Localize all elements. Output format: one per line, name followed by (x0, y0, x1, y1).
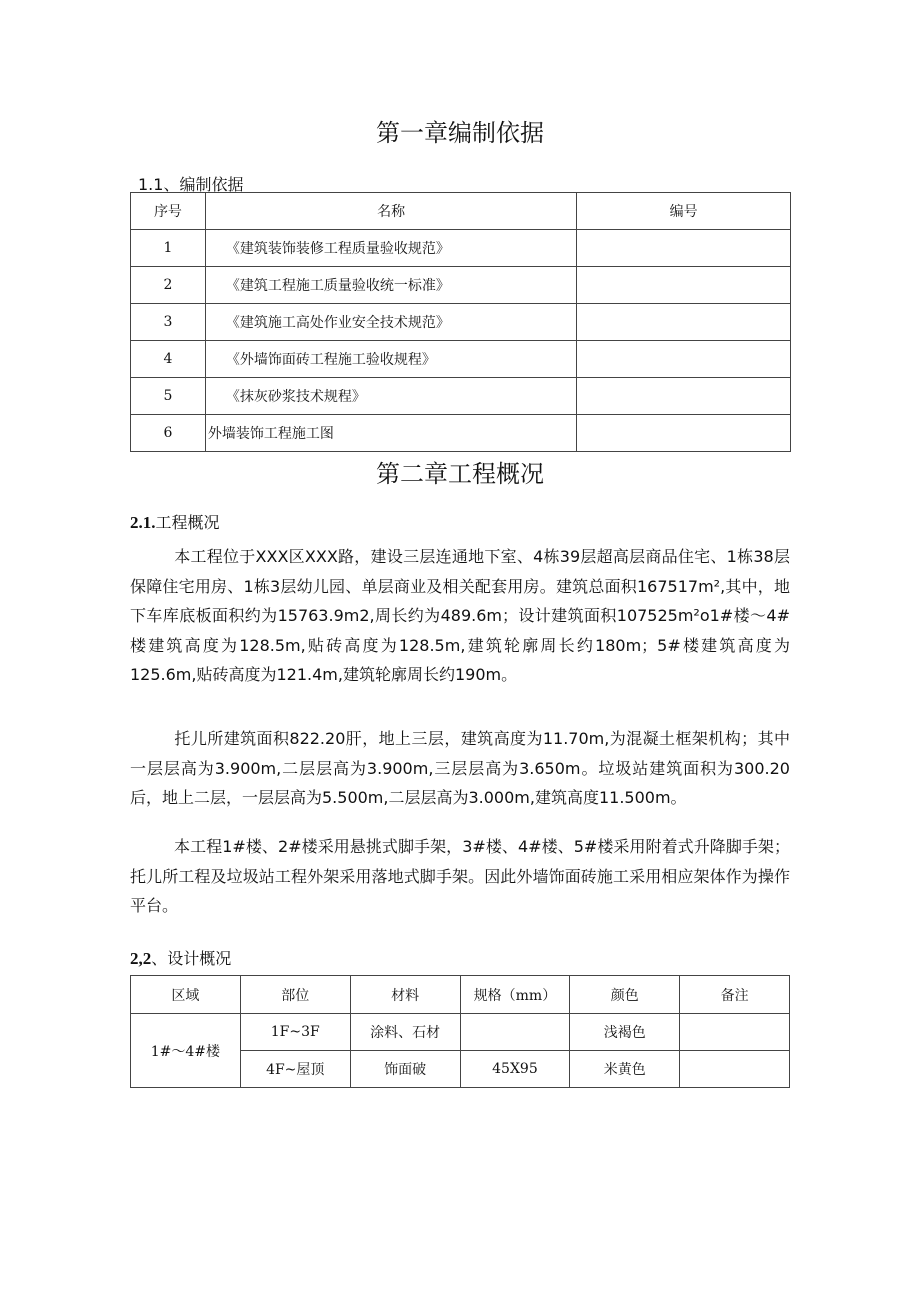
header-cell: 部位 (240, 976, 350, 1014)
part-cell: 1F~3F (240, 1014, 350, 1051)
row-code (577, 378, 791, 415)
section-1-1-heading: 1.1、编制依据 (138, 175, 244, 194)
part-cell: 4F~屋顶 (240, 1051, 350, 1088)
section-2-1-text: 工程概况 (155, 513, 220, 532)
table-row (131, 341, 791, 378)
table-row (131, 415, 791, 452)
section-2-1-number: 2.1. (130, 513, 156, 532)
header-cell: 材料 (350, 976, 460, 1014)
row-number: 4 (131, 341, 206, 378)
table-row (131, 1014, 790, 1051)
paragraph-text: 本工程位于XXX区XXX路，建设三层连通地下室、4栋39层超高层商品住宅、1栋38层保障住宅用房、1栋3层幼儿园、单层商业及相关配套用房。建筑总面积167517m²,其中，地下车库底板面积约为15763.9m2,周长约为489.6m；设计建筑面积107525m²o1#楼～4#楼建筑高度为128.5m,贴砖高度为128.5m,建筑轮廓周长约180m；5#楼建筑高度为125.6m,贴砖高度为121.4m,建筑轮廓周长约190m。 (130, 547, 790, 685)
row-name: 《建筑施工高处作业安全技术规范》 (205, 304, 576, 341)
header-cell: 区域 (131, 976, 241, 1014)
header-cell: 序号 (131, 193, 206, 230)
header-cell: 备注 (680, 976, 790, 1014)
color-cell: 米黄色 (570, 1051, 680, 1088)
header-cell: 规格（mm） (460, 976, 570, 1014)
note-cell (680, 1014, 790, 1051)
spec-cell: 45X95 (460, 1051, 570, 1088)
basis-table (130, 192, 791, 452)
row-code (577, 341, 791, 378)
overview-paragraph-2 (130, 724, 790, 813)
row-number: 2 (131, 267, 206, 304)
row-name: 外墙装饰工程施工图 (205, 415, 576, 452)
row-code (577, 267, 791, 304)
table-header-row (131, 193, 791, 230)
overview-paragraph-1 (130, 542, 790, 690)
note-cell (680, 1051, 790, 1088)
section-2-1-heading (130, 510, 220, 533)
section-2-2-heading (130, 946, 231, 969)
overview-paragraph-3 (130, 832, 790, 921)
region-cell: 1#～4#楼 (131, 1014, 241, 1088)
row-code (577, 304, 791, 341)
table-row (131, 267, 791, 304)
header-cell: 颜色 (570, 976, 680, 1014)
row-number: 6 (131, 415, 206, 452)
row-name: 《外墙饰面砖工程施工验收规程》 (205, 341, 576, 378)
row-code (577, 415, 791, 452)
row-name: 《建筑装饰装修工程质量验收规范》 (205, 230, 576, 267)
chapter-1-title: 第一章编制依据 (376, 119, 544, 147)
row-number: 5 (131, 378, 206, 415)
chapter-2-title: 第二章工程概况 (376, 460, 544, 488)
row-name: 《抹灰砂浆技术规程》 (205, 378, 576, 415)
table-row (131, 230, 791, 267)
table-header-row (131, 976, 790, 1014)
paragraph-text: 本工程1#楼、2#楼采用悬挑式脚手架，3#楼、4#楼、5#楼采用附着式升降脚手架；托儿所工程及垃圾站工程外架采用落地式脚手架。因此外墙饰面砖施工采用相应架体作为操作平台。 (130, 837, 790, 916)
material-cell: 涂料、石材 (350, 1014, 460, 1051)
header-cell: 名称 (205, 193, 576, 230)
row-number: 3 (131, 304, 206, 341)
section-2-2-number: 2,2 (130, 949, 152, 968)
color-cell: 浅褐色 (570, 1014, 680, 1051)
table-row (131, 304, 791, 341)
paragraph-text: 托儿所建筑面积822.20肝，地上三层，建筑高度为11.70m,为混凝土框架机构；其中一层层高为3.900m,二层层高为3.900m,三层层高为3.650m。垃圾站建筑面积为300.20后，地上二层，一层层高为5.500m,二层层高为3.000m,建筑高度11.500m。 (130, 729, 790, 808)
row-number: 1 (131, 230, 206, 267)
design-table (130, 975, 790, 1088)
row-code (577, 230, 791, 267)
section-2-2-text: 、设计概况 (151, 949, 232, 968)
spec-cell (460, 1014, 570, 1051)
table-row (131, 378, 791, 415)
row-name: 《建筑工程施工质量验收统一标准》 (205, 267, 576, 304)
header-cell: 编号 (577, 193, 791, 230)
material-cell: 饰面破 (350, 1051, 460, 1088)
